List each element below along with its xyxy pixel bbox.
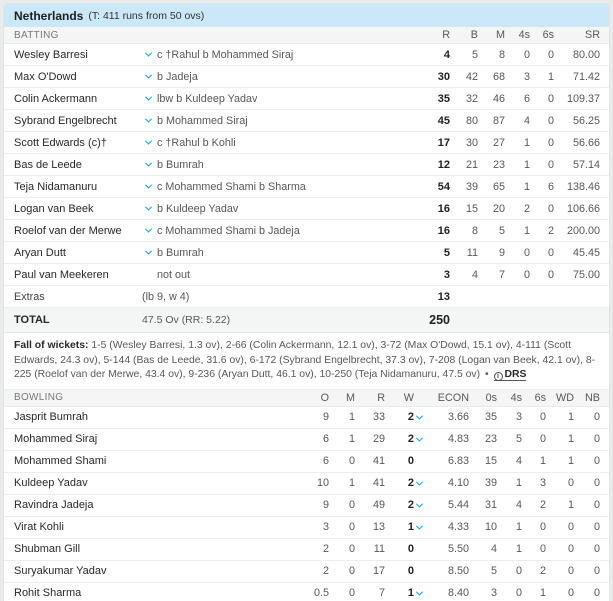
batter-minutes: 23 bbox=[492, 158, 505, 171]
bowler-runs: 13 bbox=[372, 521, 385, 533]
batter-strike-rate: 138.46 bbox=[566, 180, 600, 193]
batting-section-label: BATTING bbox=[14, 29, 59, 41]
fall-of-wickets-label: Fall of wickets: bbox=[14, 340, 89, 351]
bowler-wickets: 2 bbox=[407, 411, 414, 423]
batter-fours: 1 bbox=[523, 180, 530, 193]
innings-target: (T: 411 runs from 50 ovs) bbox=[88, 9, 205, 22]
bowler-runs: 41 bbox=[372, 455, 385, 467]
bowler-economy: 6.83 bbox=[447, 455, 469, 467]
col-header-wides: WD bbox=[556, 391, 574, 404]
chevron-down-icon[interactable] bbox=[142, 137, 154, 149]
bowling-row bbox=[4, 539, 609, 561]
bowler-overs: 3 bbox=[322, 521, 329, 533]
bowler-fours: 5 bbox=[515, 433, 522, 445]
batter-strike-rate: 57.14 bbox=[572, 158, 600, 171]
bowler-fours: 3 bbox=[515, 411, 522, 423]
bowler-wickets: 0 bbox=[407, 543, 414, 555]
batter-fours: 0 bbox=[523, 268, 530, 281]
bowler-wides: 1 bbox=[567, 411, 574, 423]
bowler-maidens: 1 bbox=[348, 411, 355, 423]
batting-row bbox=[4, 154, 609, 176]
bowling-rows bbox=[4, 407, 609, 601]
bowler-fours: 1 bbox=[515, 543, 522, 555]
bowler-economy: 4.10 bbox=[447, 477, 469, 489]
batter-strike-rate: 200.00 bbox=[566, 224, 600, 237]
innings-header-bar[interactable] bbox=[4, 4, 609, 27]
dismissal-text: b Jadeja bbox=[157, 70, 198, 83]
batting-rows bbox=[4, 44, 609, 286]
bowler-name-link[interactable]: Shubman Gill bbox=[14, 543, 81, 555]
batter-balls: 32 bbox=[465, 92, 478, 105]
batter-name-link[interactable]: Max O'Dowd bbox=[14, 70, 77, 83]
batter-minutes: 46 bbox=[492, 92, 505, 105]
bowler-overs: 2 bbox=[322, 543, 329, 555]
dismissal-text: b Kuldeep Yadav bbox=[157, 202, 239, 215]
bowler-fours: 4 bbox=[515, 455, 522, 467]
batter-runs: 35 bbox=[437, 92, 450, 105]
batter-strike-rate: 80.00 bbox=[572, 48, 600, 61]
chevron-down-icon[interactable] bbox=[142, 181, 154, 193]
bowler-overs: 9 bbox=[322, 499, 329, 511]
bowler-runs: 29 bbox=[372, 433, 385, 445]
batter-name-link[interactable]: Logan van Beek bbox=[14, 202, 94, 215]
bowling-row bbox=[4, 473, 609, 495]
extras-row bbox=[4, 286, 609, 308]
batter-name-link[interactable]: Teja Nidamanuru bbox=[14, 180, 98, 193]
drs-label: DRS bbox=[504, 369, 527, 380]
dismissal-text: b Mohammed Siraj bbox=[157, 114, 248, 127]
batter-name-link[interactable]: Aryan Dutt bbox=[14, 246, 66, 259]
batter-balls: 11 bbox=[466, 246, 478, 259]
bowler-dots: 5 bbox=[490, 565, 497, 577]
bowler-sixes: 1 bbox=[539, 455, 546, 467]
batter-name-link[interactable]: Roelof van der Merwe bbox=[14, 224, 122, 237]
batter-strike-rate: 106.66 bbox=[566, 202, 600, 215]
batter-balls: 4 bbox=[471, 268, 478, 281]
bowler-no-balls: 0 bbox=[593, 543, 600, 555]
bowler-overs: 9 bbox=[322, 411, 329, 423]
bowler-no-balls: 0 bbox=[593, 477, 600, 489]
info-icon bbox=[494, 372, 503, 381]
col-header-overs: O bbox=[320, 391, 329, 404]
batter-minutes: 9 bbox=[498, 246, 505, 259]
bowler-name-link[interactable]: Rohit Sharma bbox=[14, 587, 82, 599]
batter-balls: 21 bbox=[465, 158, 478, 171]
bowler-name-link[interactable]: Ravindra Jadeja bbox=[14, 499, 94, 511]
bowler-dots: 3 bbox=[490, 587, 497, 599]
dismissal-text: c †Rahul b Kohli bbox=[157, 136, 236, 149]
chevron-down-icon[interactable] bbox=[414, 433, 426, 445]
batting-row bbox=[4, 176, 609, 198]
bowler-sixes: 0 bbox=[539, 543, 546, 555]
team-name: Netherlands bbox=[14, 8, 84, 23]
bowler-maidens: 0 bbox=[348, 455, 355, 467]
batter-fours: 0 bbox=[523, 246, 530, 259]
batter-fours: 0 bbox=[523, 48, 530, 61]
extras-label: Extras bbox=[14, 290, 45, 303]
bowler-wides: 1 bbox=[567, 455, 574, 467]
batter-sixes: 0 bbox=[547, 202, 554, 215]
batter-sixes: 0 bbox=[547, 92, 554, 105]
bowler-runs: 49 bbox=[372, 499, 385, 511]
batting-row bbox=[4, 66, 609, 88]
bowler-dots: 10 bbox=[484, 521, 497, 533]
batter-sixes: 0 bbox=[547, 158, 554, 171]
bowler-name-link[interactable]: Jasprit Bumrah bbox=[14, 411, 88, 423]
batter-runs: 12 bbox=[437, 158, 450, 171]
bowler-no-balls: 0 bbox=[593, 433, 600, 445]
batter-balls: 30 bbox=[465, 136, 478, 149]
extras-detail: (lb 9, w 4) bbox=[142, 290, 190, 303]
total-overs-detail: 47.5 Ov (RR: 5.22) bbox=[142, 314, 231, 326]
bowler-dots: 31 bbox=[484, 499, 497, 511]
batting-row bbox=[4, 242, 609, 264]
bowler-overs: 6 bbox=[322, 433, 329, 445]
bowler-dots: 4 bbox=[490, 543, 497, 555]
batter-runs: 5 bbox=[443, 246, 450, 259]
batter-runs: 16 bbox=[437, 202, 450, 215]
batter-name-link[interactable]: Sybrand Engelbrecht bbox=[14, 114, 117, 127]
total-row bbox=[4, 308, 609, 333]
bowler-no-balls: 0 bbox=[593, 565, 600, 577]
col-header-dots: 0s bbox=[485, 391, 497, 404]
bowler-maidens: 0 bbox=[348, 521, 355, 533]
bowling-section-label: BOWLING bbox=[14, 392, 64, 403]
batter-fours: 2 bbox=[523, 202, 530, 215]
batting-row bbox=[4, 88, 609, 110]
bowler-maidens: 0 bbox=[348, 499, 355, 511]
bowler-sixes: 3 bbox=[539, 477, 546, 489]
col-header-wickets: W bbox=[403, 391, 414, 404]
bowler-sixes: 2 bbox=[539, 499, 546, 511]
bowler-name-link[interactable]: Suryakumar Yadav bbox=[14, 565, 107, 577]
bowler-name-link[interactable]: Mohammed Shami bbox=[14, 455, 107, 467]
bowler-fours: 4 bbox=[515, 499, 522, 511]
bowler-economy: 8.40 bbox=[447, 587, 469, 599]
chevron-down-icon[interactable] bbox=[414, 587, 426, 599]
bowler-fours: 0 bbox=[515, 587, 522, 599]
chevron-down-icon[interactable] bbox=[142, 203, 154, 215]
bowler-maidens: 0 bbox=[348, 565, 355, 577]
total-runs: 250 bbox=[429, 313, 450, 327]
batter-sixes: 0 bbox=[547, 114, 554, 127]
bowler-sixes: 2 bbox=[539, 565, 546, 577]
bowler-overs: 2 bbox=[322, 565, 329, 577]
bowler-economy: 4.83 bbox=[447, 433, 469, 445]
dismissal-text: b Bumrah bbox=[157, 158, 204, 171]
batter-strike-rate: 71.42 bbox=[572, 70, 600, 83]
batter-sixes: 0 bbox=[547, 268, 554, 281]
dismissal-text: c †Rahul b Mohammed Siraj bbox=[157, 48, 294, 61]
fall-of-wickets bbox=[4, 333, 609, 390]
chevron-down-icon[interactable] bbox=[142, 93, 154, 105]
bowler-runs: 11 bbox=[373, 543, 385, 555]
chevron-down-icon[interactable] bbox=[414, 477, 426, 489]
batter-name-link[interactable]: Scott Edwards (c)† bbox=[14, 136, 107, 149]
bowler-overs: 0.5 bbox=[313, 587, 329, 599]
bowler-runs: 7 bbox=[378, 587, 385, 599]
batter-balls: 80 bbox=[465, 114, 478, 127]
bowling-row bbox=[4, 429, 609, 451]
bowler-sixes: 1 bbox=[539, 587, 546, 599]
batter-minutes: 68 bbox=[492, 70, 505, 83]
batting-row bbox=[4, 44, 609, 66]
bowler-dots: 35 bbox=[484, 411, 497, 423]
batter-strike-rate: 45.45 bbox=[572, 246, 600, 259]
bowler-dots: 23 bbox=[484, 433, 497, 445]
batter-minutes: 8 bbox=[498, 48, 505, 61]
batter-minutes: 27 bbox=[492, 136, 505, 149]
batter-sixes: 0 bbox=[547, 246, 554, 259]
bowler-economy: 8.50 bbox=[447, 565, 469, 577]
chevron-down-icon[interactable] bbox=[414, 521, 426, 533]
bowler-economy: 3.66 bbox=[447, 411, 469, 423]
bowler-economy: 5.50 bbox=[447, 543, 469, 555]
bowler-dots: 39 bbox=[484, 477, 497, 489]
dismissal-text: c Mohammed Shami b Sharma bbox=[157, 180, 306, 193]
bowler-wides: 0 bbox=[567, 565, 574, 577]
col-header-strike-rate: SR bbox=[585, 29, 600, 41]
batter-name-link[interactable]: Wesley Barresi bbox=[14, 48, 88, 61]
batter-strike-rate: 75.00 bbox=[572, 268, 600, 281]
chevron-down-icon[interactable] bbox=[142, 49, 154, 61]
chevron-down-icon[interactable] bbox=[142, 115, 154, 127]
bowler-name-link[interactable]: Virat Kohli bbox=[14, 521, 64, 533]
extras-runs: 13 bbox=[437, 290, 450, 303]
batter-strike-rate: 56.66 bbox=[572, 136, 600, 149]
bowler-name-link[interactable]: Kuldeep Yadav bbox=[14, 477, 88, 489]
batter-sixes: 0 bbox=[547, 48, 554, 61]
batter-minutes: 7 bbox=[498, 268, 505, 281]
bowler-no-balls: 0 bbox=[593, 499, 600, 511]
bowler-fours: 1 bbox=[515, 477, 522, 489]
bowler-no-balls: 0 bbox=[593, 587, 600, 599]
bowler-maidens: 0 bbox=[348, 587, 355, 599]
batter-balls: 15 bbox=[465, 202, 478, 215]
bowling-row bbox=[4, 561, 609, 583]
batting-row bbox=[4, 220, 609, 242]
batter-runs: 30 bbox=[437, 70, 450, 83]
bowler-wides: 0 bbox=[567, 543, 574, 555]
bowler-sixes: 0 bbox=[539, 521, 546, 533]
col-header-sixes: 6s bbox=[542, 29, 554, 41]
batter-sixes: 1 bbox=[547, 70, 554, 83]
fow-separator: • bbox=[484, 369, 489, 380]
batter-name-link[interactable]: Colin Ackermann bbox=[14, 92, 98, 105]
bowler-sixes: 0 bbox=[539, 411, 546, 423]
bowler-wickets: 2 bbox=[407, 433, 414, 445]
batter-name-link[interactable]: Paul van Meekeren bbox=[14, 268, 109, 281]
batter-balls: 42 bbox=[465, 70, 478, 83]
batting-row bbox=[4, 132, 609, 154]
bowling-row bbox=[4, 495, 609, 517]
bowler-maidens: 0 bbox=[348, 543, 355, 555]
bowler-economy: 5.44 bbox=[447, 499, 469, 511]
bowler-overs: 10 bbox=[316, 477, 329, 489]
batter-runs: 4 bbox=[443, 48, 450, 61]
dismissal-text: c Mohammed Shami b Jadeja bbox=[157, 224, 300, 237]
bowler-overs: 6 bbox=[322, 455, 329, 467]
batter-sixes: 6 bbox=[547, 180, 554, 193]
batting-row bbox=[4, 198, 609, 220]
chevron-down-icon[interactable] bbox=[142, 225, 154, 237]
bowler-wides: 0 bbox=[567, 521, 574, 533]
bowler-no-balls: 0 bbox=[593, 411, 600, 423]
batter-runs: 3 bbox=[443, 268, 450, 281]
bowler-wickets: 0 bbox=[407, 565, 414, 577]
bowling-row bbox=[4, 407, 609, 429]
fall-of-wickets-text: 1-5 (Wesley Barresi, 1.3 ov), 2-66 (Colin Ackermann, 12.1 ov), 3-72 (Max O'Dowd, 15.1 ov), 4-111 (Scott Edwards, 24.3 ov), 5-144 (Bas de Leede, 31.6 ov), 6-172 (Sybrand Engelbrecht, 37.3 ov), 7-208 (Logan van Beek, 42.1 ov), 8-225 (Roelof van der Merwe, 43.4 ov), 9-236 (Aryan Dutt, 46.1 ov), 10-250 (Teja Nidamanuru, 47.5 ov) bbox=[14, 340, 596, 380]
batter-fours: 4 bbox=[523, 114, 530, 127]
bowler-wides: 0 bbox=[567, 477, 574, 489]
bowler-fours: 0 bbox=[515, 565, 522, 577]
bowler-wickets: 2 bbox=[407, 477, 414, 489]
col-header-runs: R bbox=[442, 29, 450, 41]
batter-fours: 1 bbox=[523, 136, 530, 149]
batter-sixes: 0 bbox=[547, 136, 554, 149]
bowler-name-link[interactable]: Mohammed Siraj bbox=[14, 433, 98, 445]
col-header-minutes: M bbox=[496, 29, 505, 41]
batter-runs: 16 bbox=[437, 224, 450, 237]
bowling-row bbox=[4, 451, 609, 473]
chevron-down-icon[interactable] bbox=[414, 411, 426, 423]
batter-fours: 3 bbox=[523, 70, 530, 83]
bowler-maidens: 1 bbox=[348, 477, 355, 489]
batter-minutes: 20 bbox=[492, 202, 505, 215]
bowler-fours: 1 bbox=[515, 521, 522, 533]
col-header-runs-conceded: R bbox=[377, 391, 385, 404]
bowler-runs: 17 bbox=[372, 565, 385, 577]
bowler-maidens: 1 bbox=[348, 433, 355, 445]
dismissal-text: b Bumrah bbox=[157, 246, 204, 259]
bowler-no-balls: 0 bbox=[593, 521, 600, 533]
bowler-runs: 33 bbox=[372, 411, 385, 423]
batter-strike-rate: 109.37 bbox=[566, 92, 600, 105]
batting-row bbox=[4, 264, 609, 286]
bowler-wides: 1 bbox=[567, 499, 574, 511]
bowling-row bbox=[4, 583, 609, 601]
chevron-down-icon[interactable] bbox=[142, 71, 154, 83]
bowler-wickets: 1 bbox=[407, 587, 414, 599]
drs-link[interactable] bbox=[494, 369, 527, 381]
col-header-no-balls: NB bbox=[585, 391, 600, 404]
col-header-balls: B bbox=[470, 29, 478, 41]
bowling-header-row bbox=[4, 390, 609, 407]
bowler-wickets: 0 bbox=[407, 455, 414, 467]
batter-minutes: 65 bbox=[492, 180, 505, 193]
batter-runs: 17 bbox=[437, 136, 450, 149]
batter-runs: 54 bbox=[437, 180, 450, 193]
batter-minutes: 87 bbox=[492, 114, 505, 127]
bowler-economy: 4.33 bbox=[447, 521, 469, 533]
batting-header-row bbox=[4, 27, 609, 44]
bowler-wides: 0 bbox=[567, 587, 574, 599]
batter-fours: 1 bbox=[523, 224, 530, 237]
total-label: TOTAL bbox=[14, 314, 50, 326]
batter-balls: 39 bbox=[465, 180, 478, 193]
bowler-sixes: 0 bbox=[539, 433, 546, 445]
batter-runs: 45 bbox=[437, 114, 450, 127]
chevron-down-icon[interactable] bbox=[142, 159, 154, 171]
col-header-economy: ECON bbox=[437, 391, 469, 404]
chevron-down-icon[interactable] bbox=[414, 499, 426, 511]
chevron-down-icon[interactable] bbox=[142, 247, 154, 259]
bowler-runs: 41 bbox=[372, 477, 385, 489]
bowler-wides: 1 bbox=[567, 433, 574, 445]
dismissal-text: not out bbox=[157, 268, 191, 281]
bowling-row bbox=[4, 517, 609, 539]
batter-name-link[interactable]: Bas de Leede bbox=[14, 158, 82, 171]
bowler-no-balls: 0 bbox=[593, 455, 600, 467]
batter-balls: 5 bbox=[471, 48, 478, 61]
col-header-maidens: M bbox=[346, 391, 355, 404]
col-header-sixes: 6s bbox=[534, 391, 546, 404]
dismissal-text: lbw b Kuldeep Yadav bbox=[157, 92, 258, 105]
batter-strike-rate: 56.25 bbox=[572, 114, 600, 127]
batter-fours: 1 bbox=[523, 158, 530, 171]
batter-fours: 6 bbox=[523, 92, 530, 105]
bowler-wickets: 2 bbox=[407, 499, 414, 511]
batter-sixes: 2 bbox=[547, 224, 554, 237]
col-header-fours: 4s bbox=[518, 29, 530, 41]
batting-row bbox=[4, 110, 609, 132]
scorecard-card bbox=[4, 4, 609, 601]
bowler-wickets: 1 bbox=[407, 521, 414, 533]
batter-balls: 8 bbox=[471, 224, 478, 237]
batter-minutes: 5 bbox=[498, 224, 505, 237]
bowler-dots: 15 bbox=[484, 455, 497, 467]
col-header-fours: 4s bbox=[510, 391, 522, 404]
